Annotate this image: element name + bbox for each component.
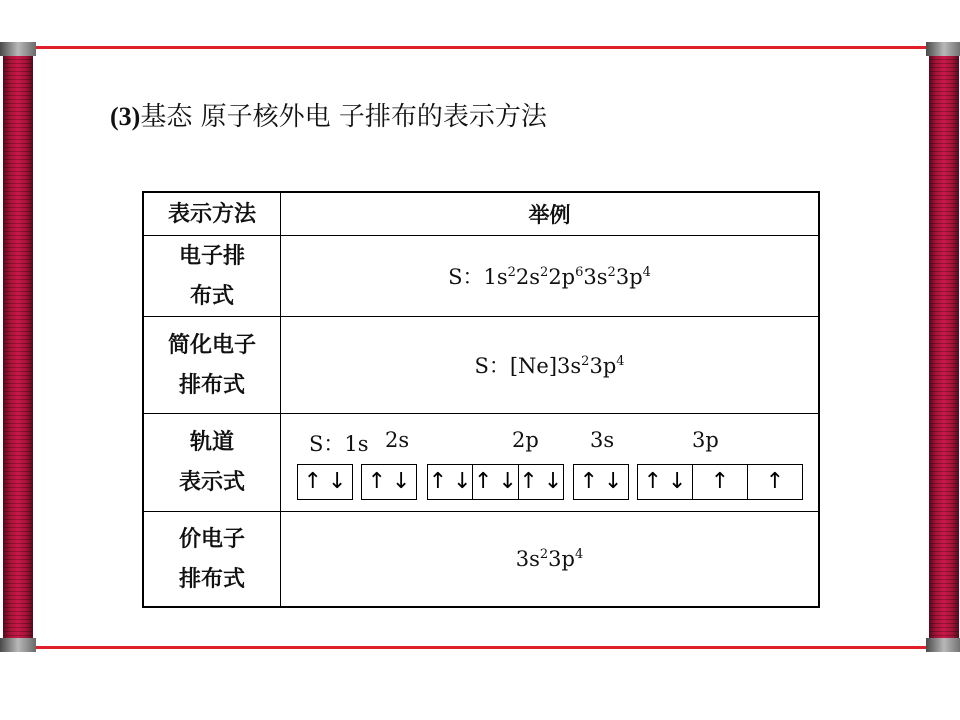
subshell: 3p <box>548 546 575 571</box>
electron-count: 2 <box>507 264 516 280</box>
orbital-label: 3p <box>692 427 719 452</box>
table-row <box>143 511 819 607</box>
table-header-row <box>143 192 819 235</box>
orbital-box-group <box>427 464 564 500</box>
up-arrow-icon: ↑ <box>303 468 322 494</box>
subshell: 1s <box>483 264 508 289</box>
down-arrow-icon: ↓ <box>328 468 347 494</box>
up-arrow-icon: ↑ <box>474 468 493 494</box>
example-cell <box>281 511 820 607</box>
table-row <box>143 413 819 511</box>
bottom-red-rule <box>0 646 960 649</box>
formula-prefix: S： <box>448 264 484 289</box>
orbital-label: 2p <box>512 427 539 452</box>
up-arrow-icon: ↑ <box>367 468 386 494</box>
left-scroll-roller <box>3 44 33 650</box>
table-row <box>143 316 819 413</box>
right-scroll-roller <box>929 44 959 650</box>
subshell: 3s <box>583 264 608 289</box>
electron-count: 6 <box>575 264 584 280</box>
down-arrow-icon: ↓ <box>668 468 687 494</box>
orbital-label: S：1s <box>309 431 369 456</box>
down-arrow-icon: ↓ <box>604 468 623 494</box>
method-cell <box>143 316 281 413</box>
subshell: 3p <box>615 264 643 289</box>
method-line: 排布式 <box>178 565 245 592</box>
method-line: 轨道 <box>189 429 234 455</box>
up-arrow-icon: ↑ <box>643 468 662 494</box>
condensed-configuration <box>474 354 624 378</box>
orbital-labels <box>281 427 818 456</box>
electron-count: 2 <box>539 546 549 562</box>
orbital-cell <box>362 465 416 499</box>
orbital-diagram-cell <box>281 413 820 511</box>
up-arrow-icon: ↑ <box>710 468 730 494</box>
subshell: 3s <box>515 546 540 571</box>
title-number: (3) <box>110 102 141 131</box>
method-line: 电子排 <box>178 242 245 269</box>
subshell: 3s <box>557 353 582 378</box>
electron-configuration <box>448 265 651 289</box>
method-cell <box>143 235 281 316</box>
method-line: 布式 <box>189 282 234 309</box>
formula-prefix: S：[Ne] <box>474 353 558 378</box>
orbital-label: 2s <box>385 427 410 452</box>
orbital-cell <box>298 465 352 499</box>
orbital-cell <box>428 465 473 499</box>
electron-count: 2 <box>581 353 590 369</box>
orbital-cell <box>574 465 628 499</box>
down-arrow-icon: ↓ <box>453 468 472 494</box>
header-example: 举例 <box>281 192 820 235</box>
electron-count: 4 <box>616 353 625 369</box>
up-arrow-icon: ↑ <box>519 468 538 494</box>
method-line: 排布式 <box>178 371 245 398</box>
orbital-box-group <box>637 464 803 500</box>
method-line: 价电子 <box>178 525 245 552</box>
up-arrow-icon: ↑ <box>765 468 785 494</box>
title-text: 基态 原子核外电 子排布的表示方法 <box>140 102 547 132</box>
up-arrow-icon: ↑ <box>579 468 598 494</box>
method-cell <box>143 511 281 607</box>
down-arrow-icon: ↓ <box>543 468 563 494</box>
orbital-diagram <box>281 414 818 511</box>
table-row <box>143 235 819 316</box>
orbital-cell <box>748 465 802 499</box>
orbital-cell <box>519 465 563 499</box>
electron-count: 4 <box>642 264 651 280</box>
top-red-rule <box>0 46 960 49</box>
subshell: 2p <box>548 264 576 289</box>
orbital-cell <box>473 465 518 499</box>
header-method: 表示方法 <box>143 192 281 235</box>
orbital-cell <box>638 465 693 499</box>
orbital-box-group <box>573 464 629 500</box>
electron-count: 2 <box>540 264 549 280</box>
method-cell <box>143 413 281 511</box>
orbital-cell <box>693 465 748 499</box>
page-title <box>110 96 547 133</box>
down-arrow-icon: ↓ <box>498 468 517 494</box>
electron-config-table <box>142 191 820 608</box>
orbital-box-group <box>297 464 353 500</box>
method-line: 表示式 <box>178 469 245 495</box>
electron-count: 4 <box>574 546 584 562</box>
valence-configuration <box>516 547 584 571</box>
up-arrow-icon: ↑ <box>428 468 448 494</box>
method-line: 简化电子 <box>167 331 256 358</box>
example-cell <box>281 316 820 413</box>
orbital-label: 3s <box>590 427 615 452</box>
down-arrow-icon: ↓ <box>392 468 411 494</box>
electron-count: 2 <box>607 264 616 280</box>
orbital-box-group <box>361 464 417 500</box>
subshell: 3p <box>589 353 617 378</box>
subshell: 2s <box>515 264 541 289</box>
example-cell <box>281 235 820 316</box>
